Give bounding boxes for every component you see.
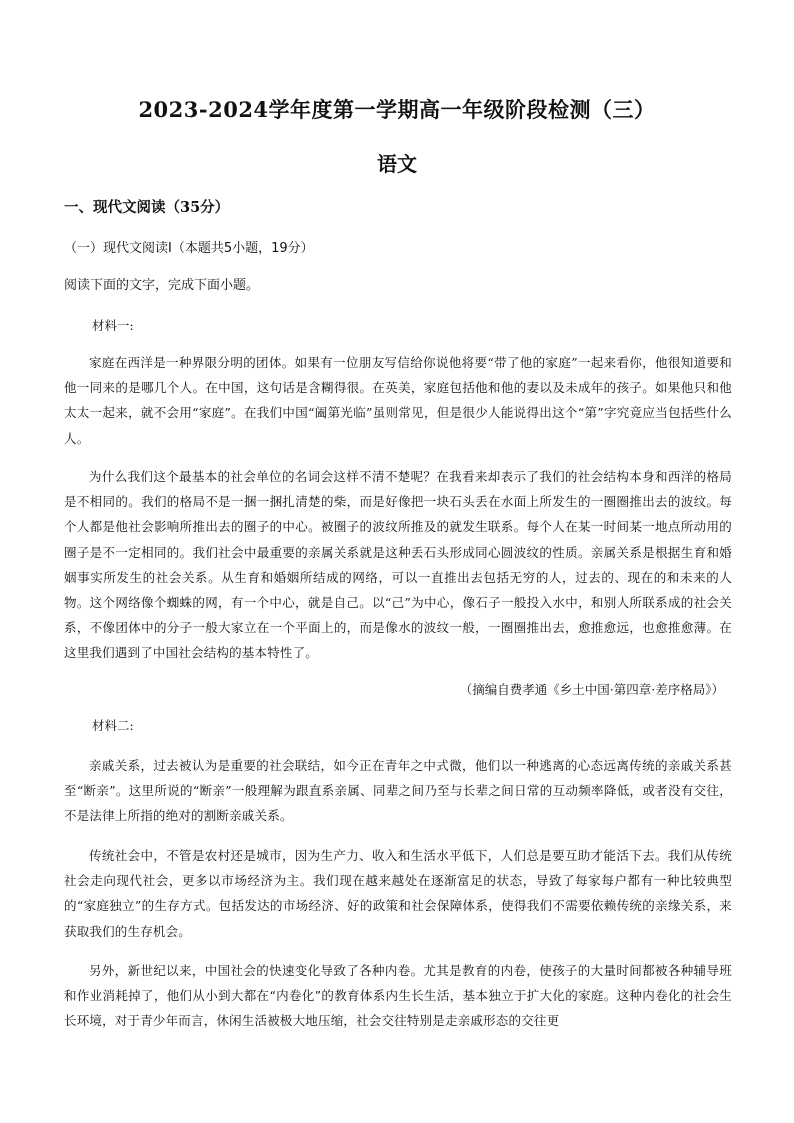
material-one-paragraph-2: 为什么我们这个最基本的社会单位的名词会这样不清不楚呢？在我看来却表示了我们的社会结构本身和西洋的格局是不相同的。我们的格局不是一捆一捆扎清楚的柴，而是好像把一块石头丢在水面上所发生的一圈圈推出去的波纹。每个人都是他社会影响所推出去的圈子的中心。被圈子的波纹所推及的就发生联系。每个人在某一时间某一地点所动用的圈子是不一定相同的。我们社会中最重要的亲属关系就是这种丢石头形成同心圆波纹的性质。亲属关系是根据生育和婚姻事实所发生的社会关系。从生育和婚姻所结成的网络，可以一直推出去包括无穷的人，过去的、现在的和未来的人物。这个网络像个蜘蛛的网，有一个中心，就是自己。以“己”为中心，像石子一般投入水中，和别人所联系成的社会关系，不像团体中的分子一般大家立在一个平面上的，而是像水的波纹一般，一圈圈推出去，愈推愈远，也愈推愈薄。在这里我们遇到了中国社会结构的基本特性了。 — [64, 469, 732, 661]
material-one-source: （摘编自费孝通《乡土中国·第四章·差序格局》） — [459, 682, 724, 697]
reading-instruction: 阅读下面的文字，完成下面小题。 — [64, 278, 260, 293]
material-two-paragraph-1: 亲戚关系，过去被认为是重要的社会联结，如今正在青年之中式微，他们以一种逃离的心态远离传统的亲戚关系甚至“断亲”。这里所说的“断亲”一般理解为跟直系亲属、同辈之间乃至与长辈之间日常的互动频率降低，或者没有交往，不是法律上所指的绝对的割断亲戚关系。 — [64, 758, 732, 824]
subsection-heading: （一）现代文阅读Ⅰ（本题共5小题，19分） — [64, 241, 314, 256]
material-two-label: 材料二: — [92, 718, 134, 733]
section-heading: 一、现代文阅读（35分） — [64, 199, 230, 216]
material-one-label: 材料一: — [92, 318, 134, 333]
material-two-paragraph-2: 传统社会中，不管是农村还是城市，因为生产力、收入和生活水平低下，人们总是要互助才能活下去。我们从传统社会走向现代社会，更多以市场经济为主。我们现在越来越处在逐渐富足的状态，导致了每家每户都有一种比较典型的“家庭独立”的生存方式。包括发达的市场经济、好的政策和社会保障体系，使得我们不需要依赖传统的亲缘关系，来获取我们的生存机会。 — [64, 848, 732, 939]
subject-title: 语文 — [377, 152, 417, 176]
exam-title: 2023-2024学年度第一学期高一年级阶段检测（三） — [138, 97, 656, 122]
material-one-paragraph-1: 家庭在西洋是一种界限分明的团体。如果有一位朋友写信给你说他将要“带了他的家庭”一起来看你，他很知道要和他一同来的是哪几个人。在中国，这句话是含糊得很。在英美，家庭包括他和他的妻以及未成年的孩子。如果他只和他太太一起来，就不会用“家庭”。在我们中国“阖第光临”虽则常见，但是很少人能说得出这个“第”字究竟应当包括些什么人。 — [64, 355, 732, 446]
material-two-paragraph-3: 另外，新世纪以来，中国社会的快速变化导致了各种内卷。尤其是教育的内卷，使孩子的大量时间都被各种辅导班和作业消耗掉了，他们从小到大都在“内卷化”的教育体系内生长生活，基本独立于扩大化的家庭。这种内卷化的社会生长环境，对于青少年而言，休闲生活被极大地压缩，社会交往特别是走亲戚形态的交往更 — [64, 963, 732, 1029]
